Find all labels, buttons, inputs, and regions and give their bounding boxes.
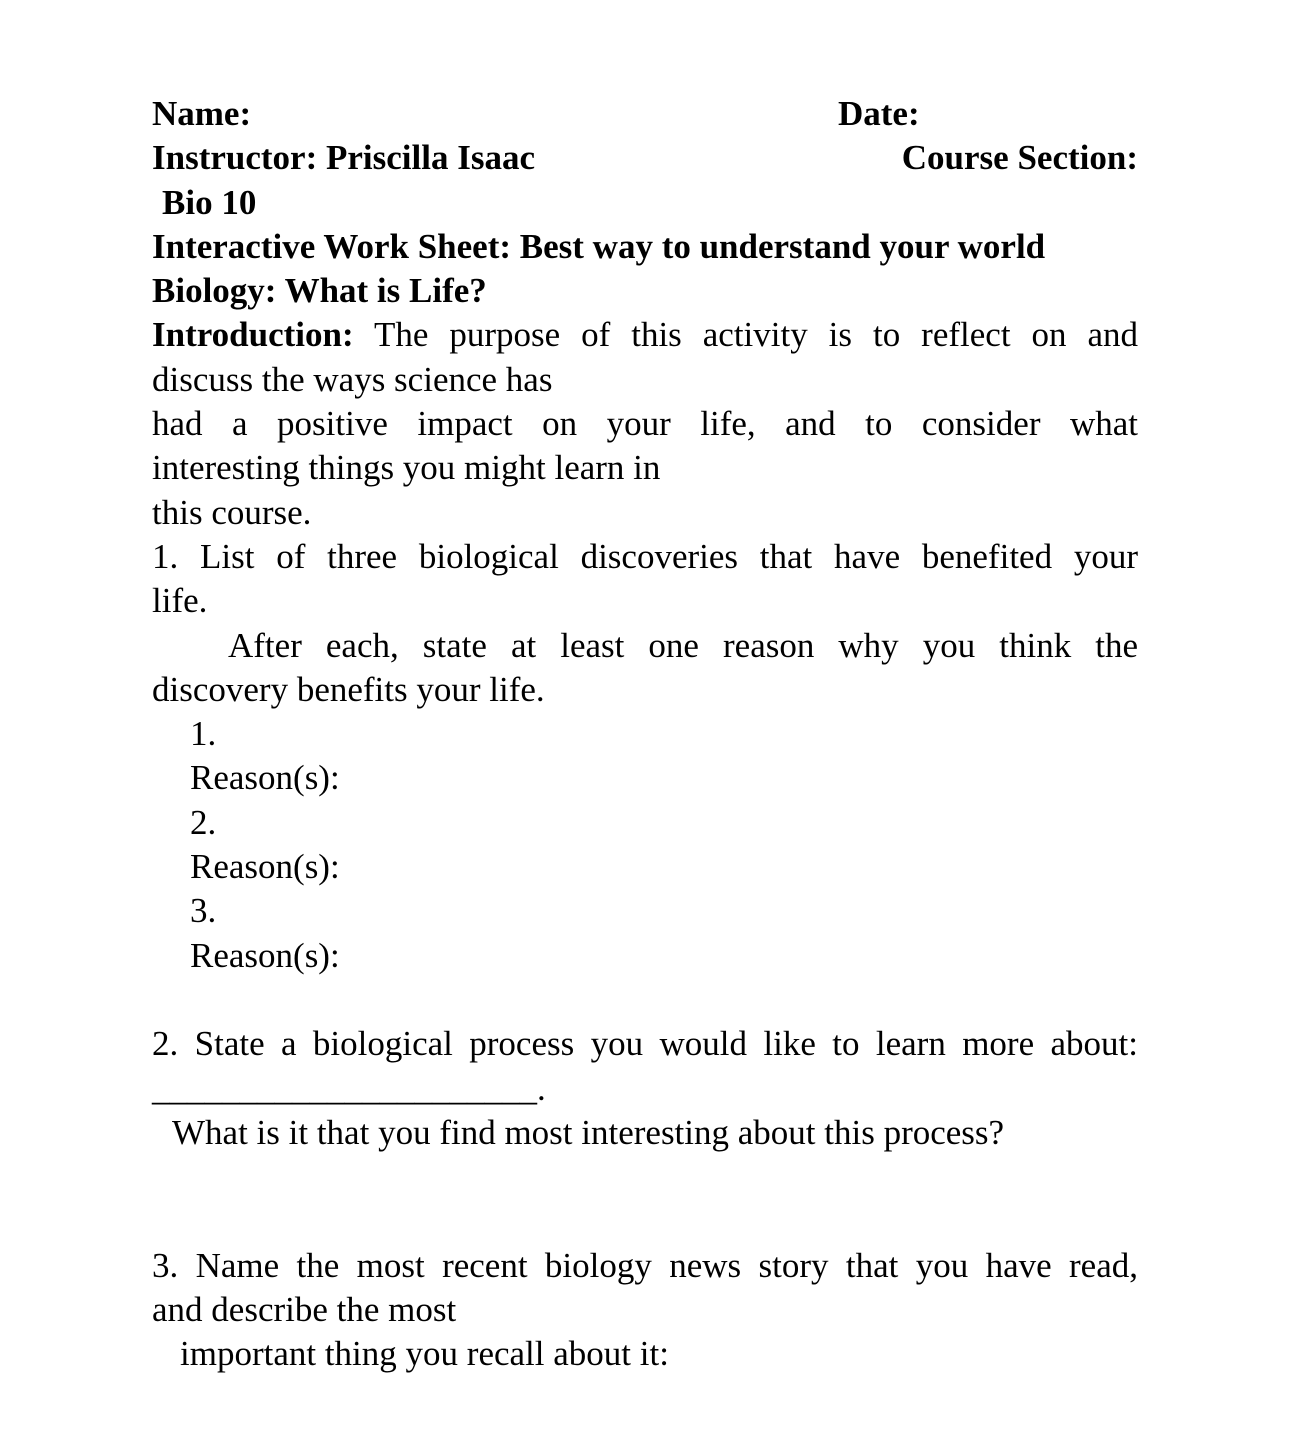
q3-line-2: and describe the most bbox=[152, 1290, 457, 1330]
q1-line-3: After each, state at least one reason why you think the bbox=[228, 625, 1138, 665]
q1-item-number: 3. bbox=[190, 891, 217, 931]
intro-line-4: interesting things you might learn in bbox=[152, 448, 661, 488]
q2-line-1: 2. State a biological process you would like to learn more about: bbox=[152, 1024, 1138, 1064]
intro-text-1: The purpose of this activity is to reflect on and bbox=[373, 315, 1138, 355]
intro-line-1 bbox=[152, 313, 1138, 357]
q3-line-3: important thing you recall about it: bbox=[180, 1334, 669, 1374]
course-section-row bbox=[152, 181, 1138, 225]
q1-item-reason-label: Reason(s): bbox=[190, 758, 340, 798]
q3-line-1: 3. Name the most recent biology news story that you have read, bbox=[152, 1245, 1138, 1285]
instructor-name: Instructor: Priscilla Isaac bbox=[152, 138, 535, 178]
intro-line-2: discuss the ways science has bbox=[152, 359, 553, 399]
q1-item-number: 1. bbox=[190, 714, 217, 754]
course-section-value: Bio 10 bbox=[162, 182, 257, 222]
intro-line-3: had a positive impact on your life, and to consider what bbox=[152, 404, 1138, 444]
spacer bbox=[152, 1155, 1138, 1199]
intro-line-5: this course. bbox=[152, 492, 312, 532]
intro-label: Introduction: bbox=[152, 315, 354, 355]
instructor-row bbox=[152, 136, 1138, 180]
q1-line-4: discovery benefits your life. bbox=[152, 669, 545, 709]
q1-item-number: 2. bbox=[190, 802, 217, 842]
q1-line-1: 1. List of three biological discoveries that have benefited your bbox=[152, 536, 1138, 576]
spacer bbox=[152, 978, 1138, 1022]
worksheet-page bbox=[152, 92, 1138, 1377]
course-section-label: Course Section: bbox=[901, 138, 1138, 178]
worksheet-subtitle: Biology: What is Life? bbox=[152, 271, 487, 311]
q1-line-2: life. bbox=[152, 581, 208, 621]
q1-item-reason-label: Reason(s): bbox=[190, 935, 340, 975]
spacer bbox=[152, 1199, 1138, 1243]
q1-item-reason-label: Reason(s): bbox=[190, 847, 340, 887]
q2-line-2: What is it that you find most interesting about this process? bbox=[172, 1112, 1005, 1152]
name-label: Name: bbox=[152, 94, 252, 133]
name-date-row bbox=[152, 92, 1138, 136]
date-label: Date: bbox=[838, 94, 920, 133]
q2-answer-blank: ______________________. bbox=[152, 1068, 546, 1108]
worksheet-title: Interactive Work Sheet: Best way to understand your world bbox=[152, 226, 1046, 266]
